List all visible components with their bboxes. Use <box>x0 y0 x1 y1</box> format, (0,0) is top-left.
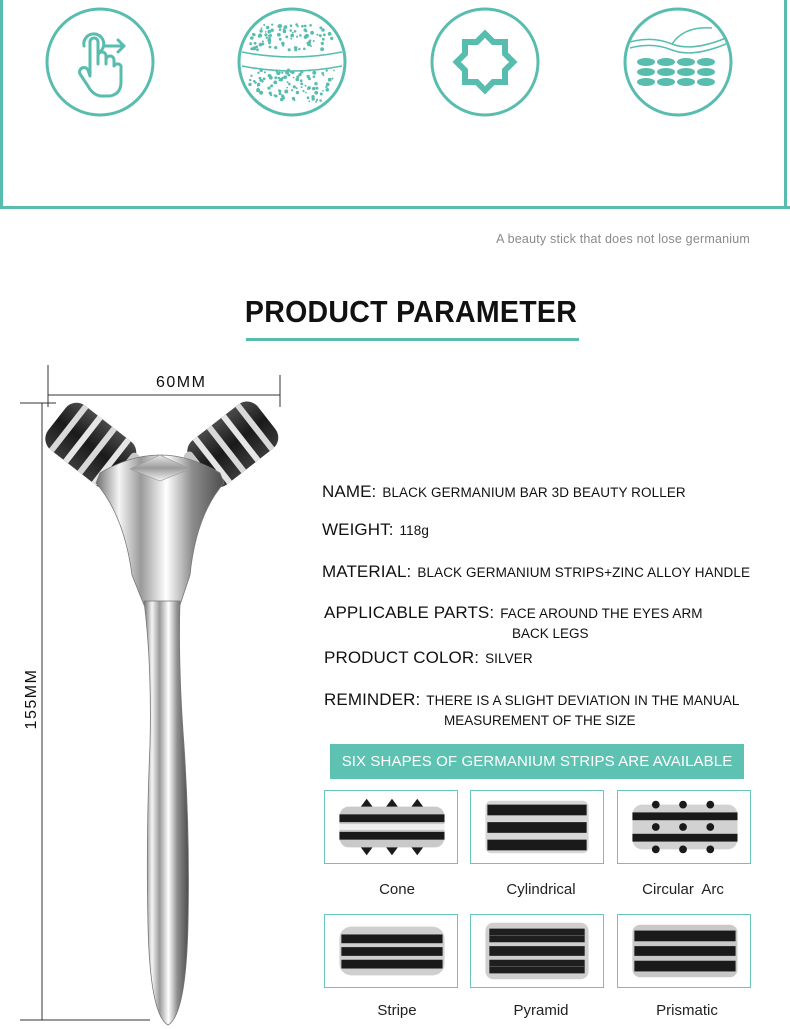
shape-tile-cylindrical <box>470 790 604 864</box>
shape-label-stripe: Stripe <box>377 1002 417 1019</box>
param-name-label: NAME: <box>322 482 377 501</box>
shape-tile-cone <box>324 790 458 864</box>
shape-label-cone: Cone <box>379 881 415 898</box>
param-applicable-parts-value: FACE AROUND THE EYES ARM <box>500 606 703 621</box>
param-weight <box>322 520 429 540</box>
param-reminder-label: REMINDER: <box>324 690 421 709</box>
width-dimension-label: 60MM <box>156 374 207 391</box>
cylindrical-strip-icon <box>471 791 603 863</box>
shape-tile-prismatic <box>617 914 751 988</box>
shape-label-cylindrical: Cylindrical <box>506 881 576 898</box>
skin-cells-icon <box>622 6 734 118</box>
pyramid-strip-icon <box>471 915 603 987</box>
param-material <box>322 562 750 582</box>
circular-arc-strip-icon <box>618 791 750 863</box>
section-title: PRODUCT PARAMETER <box>244 294 578 329</box>
shape-tile-circular-arc <box>617 790 751 864</box>
shape-label-circular-arc: Circular Arc <box>642 881 724 898</box>
param-applicable-parts <box>324 603 703 623</box>
shape-tile-stripe <box>324 914 458 988</box>
shapes-banner: SIX SHAPES OF GERMANIUM STRIPS ARE AVAILABLE <box>330 744 744 779</box>
param-material-value: BLACK GERMANIUM STRIPS+ZINC ALLOY HANDLE <box>417 565 751 580</box>
band-frame-bottom <box>0 206 790 209</box>
param-reminder-value-line2: MEASUREMENT OF THE SIZE <box>444 713 636 728</box>
title-underline <box>246 338 579 341</box>
param-material-label: MATERIAL: <box>322 562 412 581</box>
param-weight-value: 118g <box>399 523 429 538</box>
param-product-color-value: SILVER <box>485 651 533 666</box>
dotted-texture-icon <box>236 6 348 118</box>
param-name <box>322 482 686 502</box>
param-product-color <box>324 648 533 668</box>
tagline: A beauty stick that does not lose germanium <box>496 232 750 246</box>
octagram-star-icon <box>429 6 541 118</box>
stripe-strip-icon <box>325 915 457 987</box>
band-frame-right <box>784 0 787 208</box>
param-applicable-parts-label: APPLICABLE PARTS: <box>324 603 495 622</box>
shape-label-prismatic: Prismatic <box>656 1002 718 1019</box>
param-product-color-label: PRODUCT COLOR: <box>324 648 480 667</box>
cone-strip-icon <box>325 791 457 863</box>
product-roller-illustration <box>20 365 290 1029</box>
param-weight-label: WEIGHT: <box>322 520 394 539</box>
param-name-value: BLACK GERMANIUM BAR 3D BEAUTY ROLLER <box>382 485 686 500</box>
prismatic-strip-icon <box>618 915 750 987</box>
shape-label-pyramid: Pyramid <box>513 1002 569 1019</box>
param-reminder-value: THERE IS A SLIGHT DEVIATION IN THE MANUAL <box>426 693 740 708</box>
band-frame-left <box>0 0 3 208</box>
param-reminder <box>324 690 739 710</box>
touch-swipe-icon <box>44 6 156 118</box>
param-applicable-parts-value-line2: BACK LEGS <box>512 626 589 641</box>
height-dimension-label: 155MM <box>23 668 40 730</box>
shape-tile-pyramid <box>470 914 604 988</box>
